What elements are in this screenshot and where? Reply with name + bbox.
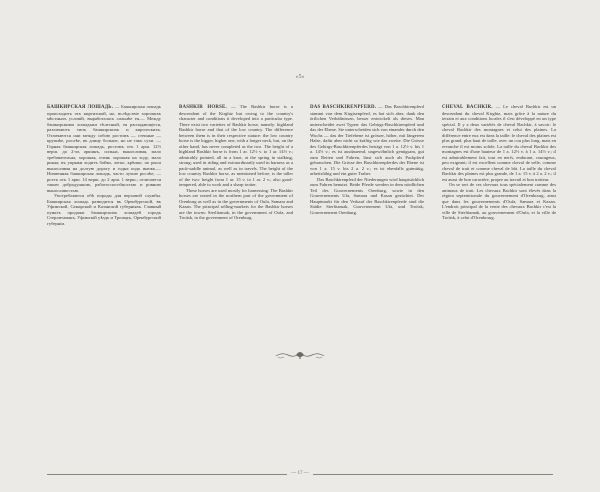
- section-title: БАШКИРСКАЯ ЛОШАДЬ.: [47, 105, 114, 110]
- column-russian: [47, 104, 161, 226]
- paragraph: Das Baschkirenpferd der Niederungen wird hauptsächlich zum Fahren benutzt. Beide Pferde werden in dem nördlichen Teil des Gouvernements Orenburg, sowie in den Gouvernements Ufa, Samara und Kasan gezüchtet. Der Hauptmarkt für den Verkauf der Baschkirenpferde sind die Städte Sterlitamak, Gouvernement Ufa, und Troitsk, Gouvernement Orenburg.: [310, 176, 424, 215]
- section-title: DAS BASCHKIRENPFERD.: [310, 105, 377, 110]
- column-french: [442, 104, 556, 221]
- paragraph-text: — The Bashkir horse is a descendant of the Kirghiz but owing to the country's character and conditions it developed into a particular type. There exist two varieties of Bashkir horse, namely: highland Bashkir horse and that of the low country. The difference between them is in their respective stature: the low country horse is the bigger, higher one, with a longer neck, but, on the other hand, has never completed as the two. The height of a highland Bashkir horse is from 1 ar. 12½ v. to 1 ar. 14½ v.; admirably pointed, all in a knot, at the spring in stalking, strong; used in riding and extraordinarily used in harness as a pack-saddle animal, as well as in travels. The height of the low country Bashkir horse, as mentioned before, is the taller of the two: height from 1 ar. 15 v. to 1 ar. 2 v.; also good-tempered, able to work and a sharp trotter.: [179, 104, 293, 187]
- paragraph-text: — Башкирская лошадь происходитъ отъ киргизской, но, вслѣдствіе хорошихъ мѣстныхъ условій, выработалась сильнѣе ея.— Между башкирскими лошадьми тѣлесный, ея распадающіеся, различаютъ типъ башкирскихъ и киргизскихъ. Отличаются они между собою ростомъ — степные — крупнѣе, рослѣе, въ длину больше, но не такъ сухи. — Горная башкирская лошадь, ростомъ отъ 1 арш. 12½ верш. до 2-хъ аршинъ, сильна, выносливая, мало требовательна, хорошая, очень хорошая на ходу, мало рьяна; въ упряжи ходитъ бойко, легко, крѣпко; по рыси выносливая на долгую дорогу и годна подъ вьюкъ.— Низменная башкирская лошадь, часто лучше рослѣе, — ростъ отъ 1 арш. 14 верш. до 2 арш. 1 верш.; отличается такою добродушною, работоспособностью и ровною выносливостью.: [47, 104, 161, 193]
- top-page-number: «5»: [295, 74, 305, 80]
- section-title: BASHKIR HORSE.: [179, 105, 227, 110]
- paragraph: Употребляются обѣ породы для верховой службы. Башкирская лошадь разводится въ Оренбургской, въ Уфимской, Самарской и Казанской губерніяхъ. Главный пунктъ продажи башкирскихъ лошадей городъ Стерлитамакъ, Уфимскій уѣздъ и Троицкъ, Оренбургской губерніи.: [47, 193, 161, 226]
- column-english: [179, 104, 293, 221]
- paragraph: On se sert de ces chevaux tous spécialement comme des animaux de trait. Les chevaux Bachkir sont élevés dans la région septentrionale du gouvernement d'Orenbourg, ainsi que dans les gouvernements d'Oufa, Samara et Kazan. L'endroit principal de la vente des chevaux Bachkir c'est la ville de Sterlitamak, au gouvernement d'Oufa, et la ville de Troïtsk, à celui d'Orenbourg.: [442, 182, 556, 220]
- bottom-page-number: — 17 —: [0, 471, 600, 476]
- paragraph-text: — Das Baschkirenpferd stammt von dem Kirgisenpferd, es hat sich aber, dank den örtlichen Verhältnissen, besser entwickelt als dieses. Man unterscheidet zwei Typen: das Gebirgs-Baschkirenpferd und das der Ebene. Sie unterscheiden sich von einander durch den Wuchs — das der Tiefebene ist grösser, höher, mit längerem Halse, dafür aber nicht so kräftig wie das zweite. Die Grösse des Gebirgs-Baschkirenpferdes beträgt von 1 a. 12½ v. bis 1 a. 14½ v.; es ist ausdauernd, ungewöhnlich genügsam, gut zum Reiten und Fahren, lässt sich auch als Packpferd gebrauchen. Die Grösse des Baschkirenpferdes der Ebene ist von 1 a. 15 v. bis 2 a. 2 v.; es ist ebenfalls gutmütig, arbeitsfähig und ein guter Traber.: [310, 104, 424, 176]
- column-german: [310, 104, 424, 215]
- paragraph: These horses are used mostly for harnessing. The Bashkir horses are reared in the northern part of the government of Orenburg as well as in the governments of Oufa, Samara and Kazan. The principal selling-markets for the Bashkir horses are the towns: Sterlitamak, in the government of Oufa, and Troitsk, in the government of Orenburg.: [179, 187, 293, 220]
- ornament-flourish-icon: [274, 350, 326, 360]
- paragraph-text: — Le cheval Bachkir est un descendant du cheval Kirghiz, mais grâce à la nature du terrain et aux conditions locales il s'est développé en un type spécial. Il y a deux variétés de cheval Bachkir, à savoir: le cheval Bachkir des montagnes et celui des plaines. La différence entre eux est dans la taille: le cheval des plaines est plus grand, plus haut de taille, avec un cou plus long, mais en revanche il est moins solide. La taille du cheval Bachkir des montagnes est d'une hauteur de 1 a. 12½ v. à 1 a. 14½ v.; il est admirablement fait, tout en nerfs, endurant, courageux, peu exigeant; il est excellent comme cheval de selle, comme cheval de trait et comme cheval de bât. La taille du cheval Bachkir des plaines est plus grande, de 1 a. 15 v. à 2 a. 2 v.; il est aussi de bon caractère, propre au travail et bon trotteur.: [442, 104, 556, 182]
- section-title: CHEVAL BACHKIR.: [442, 105, 493, 110]
